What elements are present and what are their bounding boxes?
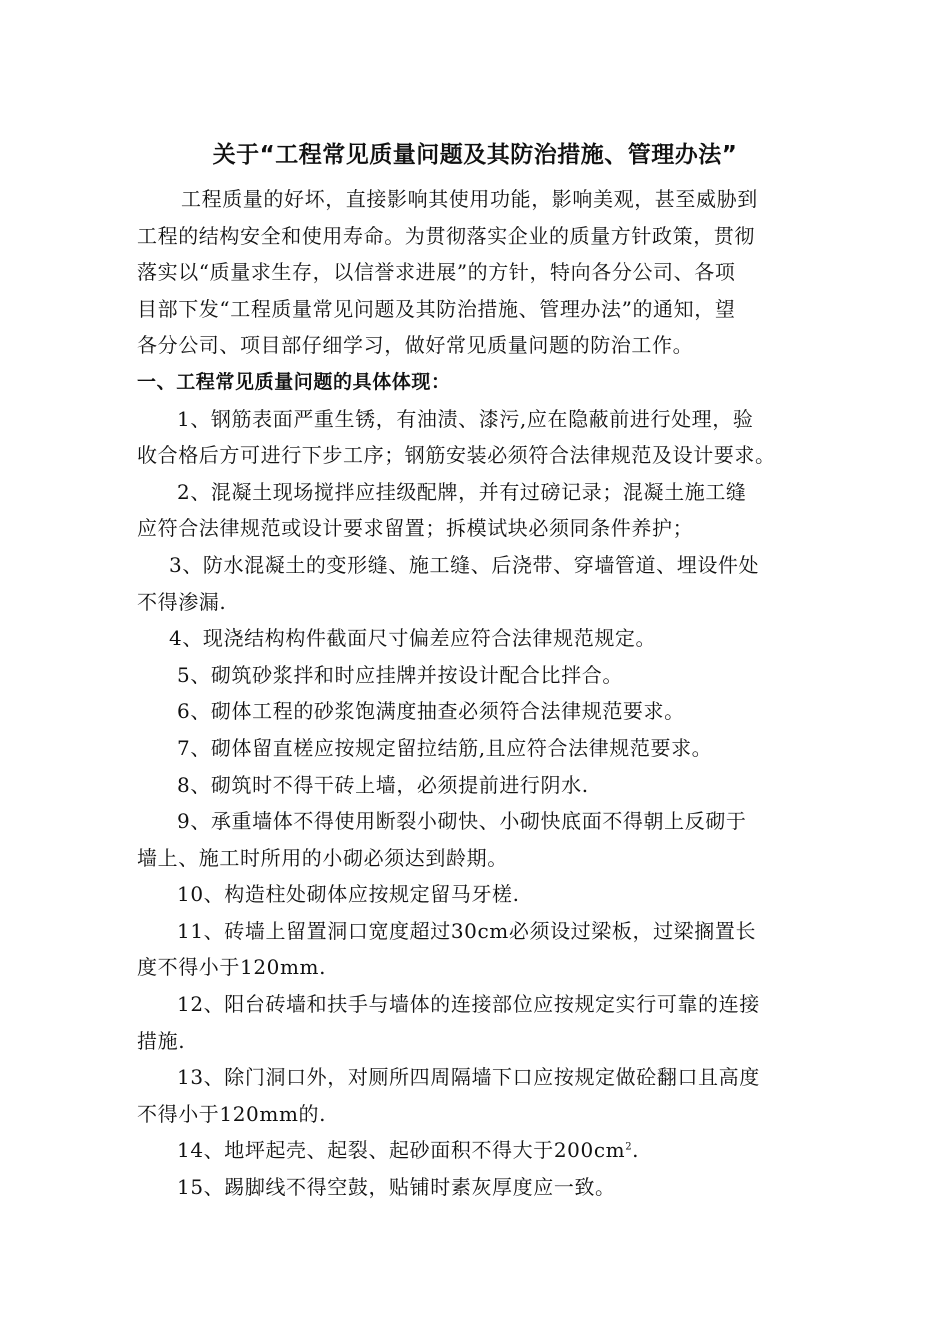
list-item-line: 不得渗漏. — [137, 589, 227, 614]
list-item-line: 度不得小于120mm. — [137, 955, 327, 980]
section-heading: 一、工程常见质量问题的具体体现： — [137, 370, 451, 393]
document-title: 关于“工程常见质量问题及其防治措施、管理办法” — [212, 142, 738, 168]
list-item-text: 14、地坪起壳、起裂、起砂面积不得大于200cm — [177, 1138, 626, 1163]
intro-line: 工程质量的好坏，直接影响其使用功能，影响美观，甚至威胁到 — [181, 187, 758, 211]
list-item-line: 13、除门洞口外，对厕所四周隔墙下口应按规定做砼翻口且高度 — [177, 1065, 760, 1090]
list-item-line: 5、砌筑砂浆拌和时应挂牌并按设计配合比拌合。 — [177, 662, 623, 687]
list-item-line: 11、砖墙上留置洞口宽度超过30cm必须设过梁板，过梁搁置长 — [177, 918, 757, 943]
list-item-line — [137, 1132, 827, 1169]
intro-line: 落实以“质量求生存，以信誉求进展”的方针，特向各分公司、各项 — [137, 260, 736, 285]
list-item-line: 6、砌体工程的砂浆饱满度抽查必须符合法律规范要求。 — [177, 699, 685, 724]
list-item-line: 7、砌体留直槎应按规定留拉结筋,且应符合法律规范要求。 — [177, 735, 713, 760]
list-item-tail: . — [632, 1138, 640, 1163]
document-body — [137, 181, 827, 1206]
list-item-line: 收合格后方可进行下步工序；钢筋安装必须符合法律规范及设计要求。 — [137, 443, 776, 468]
list-item-line: 不得小于120mm的. — [137, 1101, 327, 1126]
list-item-line: 3、防水混凝土的变形缝、施工缝、后浇带、穿墙管道、埋设件处 — [169, 552, 760, 577]
list-item-line: 措施. — [137, 1028, 186, 1053]
superscript: 2 — [625, 1141, 633, 1153]
list-item-line: 1、钢筋表面严重生锈，有油渍、漆污,应在隐蔽前进行处理，验 — [177, 406, 754, 431]
list-item-line: 应符合法律规范或设计要求留置；拆模试块必须同条件养护； — [137, 516, 694, 541]
list-item-line: 9、承重墙体不得使用断裂小砌快、小砌快底面不得朝上反砌于 — [177, 809, 747, 834]
intro-line: 目部下发“工程质量常见问题及其防治措施、管理办法”的通知，望 — [137, 296, 736, 321]
intro-line: 工程的结构安全和使用寿命。为贯彻落实企业的质量方针政策，贯彻 — [137, 223, 755, 248]
list-item-line: 墙上、施工时所用的小砌必须达到龄期。 — [137, 845, 508, 870]
list-item-line: 10、构造柱处砌体应按规定留马牙槎. — [177, 882, 520, 907]
list-item-line: 4、现浇结构构件截面尺寸偏差应符合法律规范规定。 — [169, 626, 657, 651]
list-item-line: 8、砌筑时不得干砖上墙，必须提前进行阴水. — [177, 772, 589, 797]
list-item-line: 15、踢脚线不得空鼓，贴铺时素灰厚度应一致。 — [177, 1175, 616, 1200]
list-item-line: 2、混凝土现场搅拌应挂级配牌，并有过磅记录；混凝土施工缝 — [177, 479, 747, 504]
list-item-line: 12、阳台砖墙和扶手与墙体的连接部位应按规定实行可靠的连接 — [177, 992, 760, 1017]
intro-line: 各分公司、项目部仔细学习，做好常见质量问题的防治工作。 — [137, 333, 694, 358]
